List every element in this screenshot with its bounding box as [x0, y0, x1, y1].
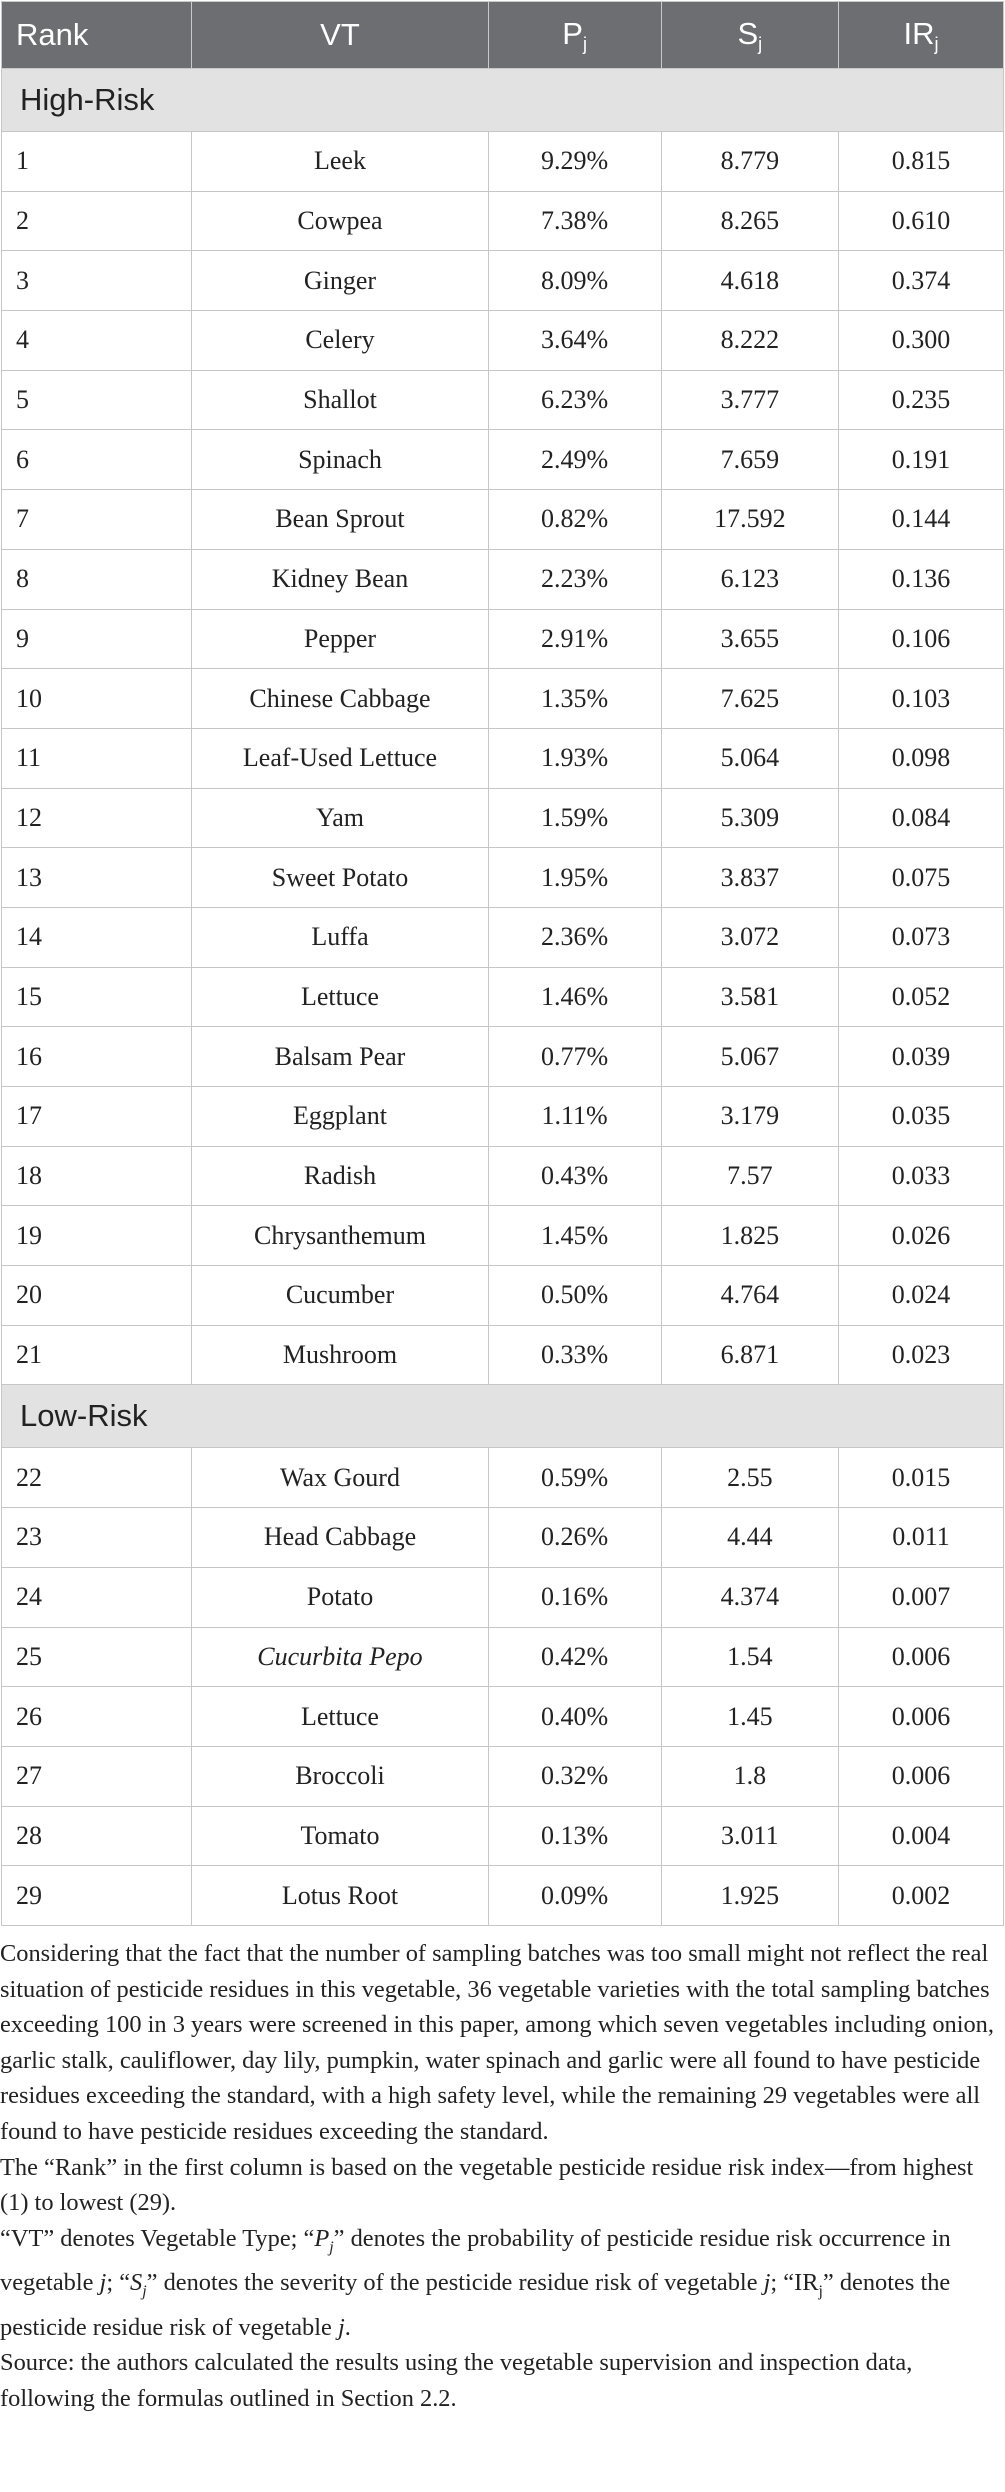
header-rank: Rank	[2, 2, 192, 69]
p-cell: 3.64%	[488, 311, 661, 371]
rank-cell: 5	[2, 370, 192, 430]
rank-cell: 7	[2, 490, 192, 550]
s-cell: 6.871	[661, 1325, 839, 1385]
s-cell: 4.618	[661, 251, 839, 311]
vt-cell: Spinach	[192, 430, 488, 490]
ir-cell: 0.035	[839, 1087, 1004, 1147]
rank-cell: 12	[2, 788, 192, 848]
table-row	[2, 1448, 1004, 1508]
header-s: $S_j$	[661, 2, 839, 69]
s-cell: 4.44	[661, 1508, 839, 1568]
s-cell: 3.777	[661, 370, 839, 430]
s-cell: 1.825	[661, 1206, 839, 1266]
table-row	[2, 669, 1004, 729]
table-row	[2, 848, 1004, 908]
rank-cell: 26	[2, 1687, 192, 1747]
s-cell: 8.265	[661, 191, 839, 251]
rank-cell: 20	[2, 1266, 192, 1326]
ir-cell: 0.026	[839, 1206, 1004, 1266]
p-cell: 2.91%	[488, 609, 661, 669]
vt-cell: Kidney Bean	[192, 549, 488, 609]
risk-table	[1, 1, 1004, 1926]
ir-cell: 0.007	[839, 1567, 1004, 1627]
ir-cell: 0.374	[839, 251, 1004, 311]
ir-cell: 0.033	[839, 1146, 1004, 1206]
vt-cell: Sweet Potato	[192, 848, 488, 908]
p-cell: 2.23%	[488, 549, 661, 609]
table-body	[2, 69, 1004, 1926]
rank-cell: 22	[2, 1448, 192, 1508]
p-cell: 0.50%	[488, 1266, 661, 1326]
rank-cell: 8	[2, 549, 192, 609]
s-cell: 3.655	[661, 609, 839, 669]
table-row	[2, 1806, 1004, 1866]
vt-cell: Lettuce	[192, 967, 488, 1027]
ir-cell: 0.002	[839, 1866, 1004, 1926]
rank-cell: 27	[2, 1746, 192, 1806]
table-row	[2, 788, 1004, 848]
ir-cell: 0.052	[839, 967, 1004, 1027]
ir-cell: 0.106	[839, 609, 1004, 669]
vt-cell: Shallot	[192, 370, 488, 430]
section-row	[2, 69, 1004, 132]
vt-cell: Pepper	[192, 609, 488, 669]
p-cell: 1.59%	[488, 788, 661, 848]
s-cell: 5.309	[661, 788, 839, 848]
rank-cell: 17	[2, 1087, 192, 1147]
p-cell: 0.09%	[488, 1866, 661, 1926]
table-row	[2, 1687, 1004, 1747]
header-vt: VT	[192, 2, 488, 69]
ir-cell: 0.235	[839, 370, 1004, 430]
table-row	[2, 1627, 1004, 1687]
note-rank: The “Rank” in the first column is based on the vegetable pesticide residue risk index—from highest (1) to lowest (29).	[0, 2153, 974, 2217]
vt-cell: Cowpea	[192, 191, 488, 251]
section-label: High-Risk	[2, 69, 1004, 132]
ir-cell: 0.144	[839, 490, 1004, 550]
s-cell: 6.123	[661, 549, 839, 609]
table-row	[2, 1325, 1004, 1385]
table-row	[2, 132, 1004, 192]
header-ir: $IR_j$	[839, 2, 1004, 69]
rank-cell: 21	[2, 1325, 192, 1385]
ir-cell: 0.300	[839, 311, 1004, 371]
s-cell: 1.45	[661, 1687, 839, 1747]
rank-cell: 28	[2, 1806, 192, 1866]
table-row	[2, 967, 1004, 1027]
table-row	[2, 728, 1004, 788]
header-p: $P_j$	[488, 2, 661, 69]
table-row	[2, 1087, 1004, 1147]
vt-cell: Tomato	[192, 1806, 488, 1866]
table-row	[2, 1206, 1004, 1266]
ir-cell: 0.006	[839, 1746, 1004, 1806]
s-cell: 3.011	[661, 1806, 839, 1866]
table-row	[2, 1866, 1004, 1926]
rank-cell: 25	[2, 1627, 192, 1687]
table-notes	[0, 1936, 1005, 2416]
s-cell: 4.374	[661, 1567, 839, 1627]
ir-cell: 0.015	[839, 1448, 1004, 1508]
p-cell: 0.43%	[488, 1146, 661, 1206]
table-row	[2, 609, 1004, 669]
s-cell: 5.067	[661, 1027, 839, 1087]
table-row	[2, 311, 1004, 371]
vt-cell: Cucurbita Pepo	[192, 1627, 488, 1687]
vt-cell: Mushroom	[192, 1325, 488, 1385]
p-cell: 1.93%	[488, 728, 661, 788]
table-row	[2, 251, 1004, 311]
p-cell: 2.49%	[488, 430, 661, 490]
s-cell: 7.659	[661, 430, 839, 490]
p-cell: 0.32%	[488, 1746, 661, 1806]
s-cell: 7.625	[661, 669, 839, 729]
s-cell: 3.837	[661, 848, 839, 908]
p-cell: 1.45%	[488, 1206, 661, 1266]
s-cell: 1.925	[661, 1866, 839, 1926]
p-cell: 0.59%	[488, 1448, 661, 1508]
ir-cell: 0.006	[839, 1627, 1004, 1687]
s-cell: 2.55	[661, 1448, 839, 1508]
ir-cell: 0.103	[839, 669, 1004, 729]
table-row	[2, 430, 1004, 490]
note-source: Source: the authors calculated the results using the vegetable supervision and inspection data, following the formulas outlined in Section 2.2.	[0, 2349, 913, 2412]
ir-cell: 0.006	[839, 1687, 1004, 1747]
s-cell: 7.57	[661, 1146, 839, 1206]
s-cell: 5.064	[661, 728, 839, 788]
rank-cell: 10	[2, 669, 192, 729]
s-cell: 8.222	[661, 311, 839, 371]
vt-cell: Potato	[192, 1567, 488, 1627]
rank-cell: 6	[2, 430, 192, 490]
p-cell: 7.38%	[488, 191, 661, 251]
ir-cell: 0.024	[839, 1266, 1004, 1326]
rank-cell: 19	[2, 1206, 192, 1266]
vt-cell: Lettuce	[192, 1687, 488, 1747]
ir-cell: 0.815	[839, 132, 1004, 192]
ir-cell: 0.039	[839, 1027, 1004, 1087]
ir-cell: 0.023	[839, 1325, 1004, 1385]
table-row	[2, 1746, 1004, 1806]
vt-cell: Radish	[192, 1146, 488, 1206]
table-row	[2, 1146, 1004, 1206]
vt-cell: Celery	[192, 311, 488, 371]
vt-cell: Leek	[192, 132, 488, 192]
p-cell: 1.35%	[488, 669, 661, 729]
p-cell: 0.82%	[488, 490, 661, 550]
rank-cell: 11	[2, 728, 192, 788]
p-cell: 0.33%	[488, 1325, 661, 1385]
rank-cell: 29	[2, 1866, 192, 1926]
vt-cell: Cucumber	[192, 1266, 488, 1326]
vt-cell: Chinese Cabbage	[192, 669, 488, 729]
p-cell: 0.42%	[488, 1627, 661, 1687]
rank-cell: 18	[2, 1146, 192, 1206]
vt-cell: Chrysanthemum	[192, 1206, 488, 1266]
table-row	[2, 549, 1004, 609]
rank-cell: 16	[2, 1027, 192, 1087]
s-cell: 4.764	[661, 1266, 839, 1326]
ir-cell: 0.011	[839, 1508, 1004, 1568]
ir-cell: 0.004	[839, 1806, 1004, 1866]
s-cell: 8.779	[661, 132, 839, 192]
table-row	[2, 907, 1004, 967]
p-cell: 1.46%	[488, 967, 661, 1027]
p-cell: 2.36%	[488, 907, 661, 967]
rank-cell: 14	[2, 907, 192, 967]
s-cell: 1.8	[661, 1746, 839, 1806]
s-cell: 3.581	[661, 967, 839, 1027]
ir-cell: 0.136	[839, 549, 1004, 609]
p-cell: 1.95%	[488, 848, 661, 908]
vt-cell: Lotus Root	[192, 1866, 488, 1926]
table-header-row	[2, 2, 1004, 69]
rank-cell: 9	[2, 609, 192, 669]
s-cell: 3.179	[661, 1087, 839, 1147]
note-definitions: “VT” denotes Vegetable Type; “$P_j$” denotes the probability of pesticide residue risk occurrence in vegetable j; “$S_j$” denotes the severity of the pesticide residue risk of vegetable j; “$IR_j$” denotes the pesticide residue risk of vegetable j.	[0, 2224, 951, 2341]
ir-cell: 0.073	[839, 907, 1004, 967]
ir-cell: 0.191	[839, 430, 1004, 490]
ir-cell: 0.075	[839, 848, 1004, 908]
s-cell: 1.54	[661, 1627, 839, 1687]
s-cell: 17.592	[661, 490, 839, 550]
table-row	[2, 191, 1004, 251]
ir-cell: 0.610	[839, 191, 1004, 251]
rank-cell: 23	[2, 1508, 192, 1568]
vt-cell: Bean Sprout	[192, 490, 488, 550]
vt-cell: Luffa	[192, 907, 488, 967]
rank-cell: 2	[2, 191, 192, 251]
p-cell: 8.09%	[488, 251, 661, 311]
p-cell: 0.77%	[488, 1027, 661, 1087]
rank-cell: 15	[2, 967, 192, 1027]
vt-cell: Wax Gourd	[192, 1448, 488, 1508]
rank-cell: 4	[2, 311, 192, 371]
s-cell: 3.072	[661, 907, 839, 967]
ir-cell: 0.098	[839, 728, 1004, 788]
vt-cell: Broccoli	[192, 1746, 488, 1806]
p-cell: 1.11%	[488, 1087, 661, 1147]
vt-cell: Leaf-Used Lettuce	[192, 728, 488, 788]
table-row	[2, 1567, 1004, 1627]
p-cell: 0.40%	[488, 1687, 661, 1747]
rank-cell: 24	[2, 1567, 192, 1627]
p-cell: 6.23%	[488, 370, 661, 430]
rank-cell: 13	[2, 848, 192, 908]
note-sampling: Considering that the fact that the number of sampling batches was too small might not reflect the real situation of pesticide residues in this vegetable, 36 vegetable varieties with the total sampling batches exceeding 100 in 3 years were screened in this paper, among which seven vegetables including onion, garlic stalk, cauliflower, day lily, pumpkin, water spinach and garlic were all found to have pesticide residues exceeding the standard, with a high safety level, while the remaining 29 vegetables were all found to have pesticide residues exceeding the standard.	[0, 1939, 994, 2145]
vt-cell: Ginger	[192, 251, 488, 311]
vt-cell: Balsam Pear	[192, 1027, 488, 1087]
rank-cell: 3	[2, 251, 192, 311]
rank-cell: 1	[2, 132, 192, 192]
vt-cell: Yam	[192, 788, 488, 848]
ir-cell: 0.084	[839, 788, 1004, 848]
table-row	[2, 1508, 1004, 1568]
section-row	[2, 1385, 1004, 1448]
p-cell: 0.13%	[488, 1806, 661, 1866]
table-row	[2, 370, 1004, 430]
table-row	[2, 1266, 1004, 1326]
p-cell: 0.16%	[488, 1567, 661, 1627]
table-row	[2, 490, 1004, 550]
p-cell: 9.29%	[488, 132, 661, 192]
table-row	[2, 1027, 1004, 1087]
section-label: Low-Risk	[2, 1385, 1004, 1448]
vt-cell: Eggplant	[192, 1087, 488, 1147]
p-cell: 0.26%	[488, 1508, 661, 1568]
vt-cell: Head Cabbage	[192, 1508, 488, 1568]
